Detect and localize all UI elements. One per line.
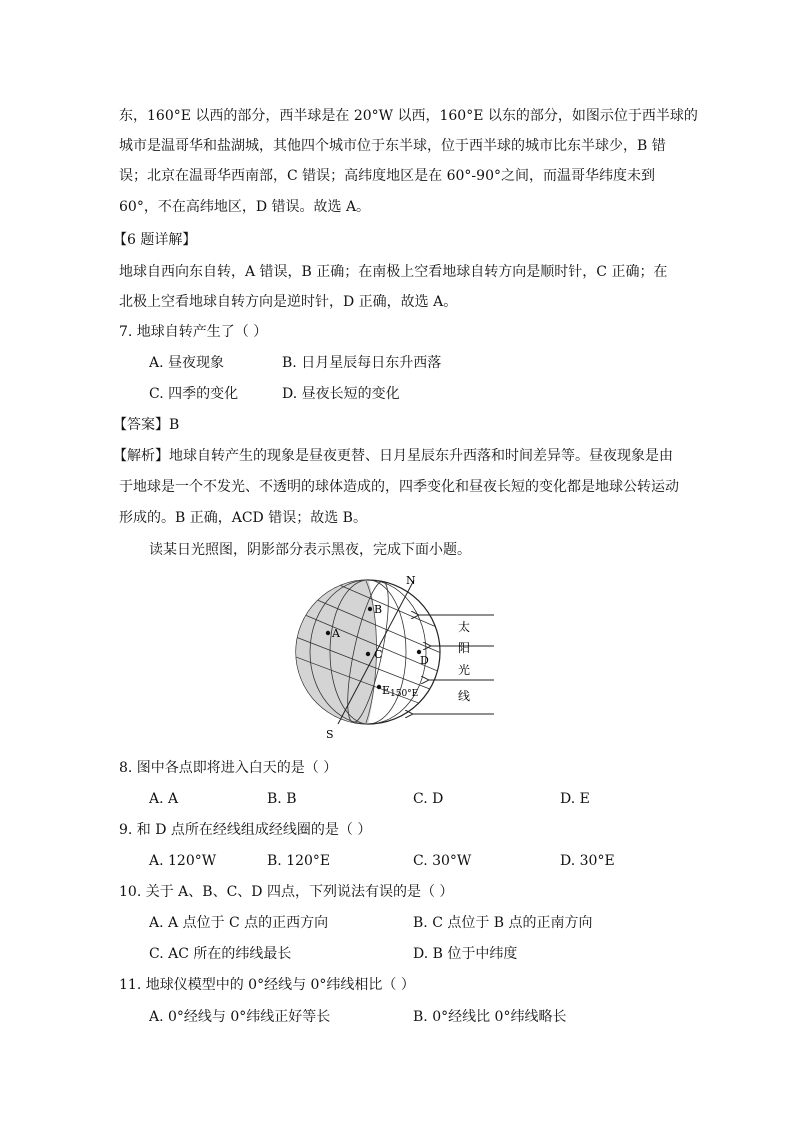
explanation-line: 误；北京在温哥华西南部，C 错误；高纬度地区是在 60°-90°之间，而温哥华纬度未到 bbox=[119, 168, 655, 184]
q7-analysis-line: 于地球是一个不发光、不透明的球体造成的，四季变化和昼夜长短的变化都是地球公转运动 bbox=[119, 479, 679, 495]
q7-option-d: D. 昼夜长短的变化 bbox=[282, 386, 400, 402]
q10-option-d: D. B 位于中纬度 bbox=[413, 946, 518, 962]
q8-option-d: D. E bbox=[560, 791, 590, 807]
q7-option-c: C. 四季的变化 bbox=[149, 386, 239, 402]
label-longitude: 150°E bbox=[390, 689, 419, 699]
q8-option-c: C. D bbox=[413, 791, 444, 807]
label-a: A bbox=[332, 627, 340, 640]
q11-stem: 11. 地球仪模型中的 0°经线与 0°纬线相比（ ） bbox=[119, 977, 415, 993]
label-c: C bbox=[374, 648, 383, 661]
sun-label-char: 线 bbox=[458, 689, 471, 703]
q7-analysis-line: 【解析】地球自转产生的现象是昼夜更替、日月星辰东升西落和时间差异等。昼夜现象是由 bbox=[113, 448, 673, 464]
q10-option-b: B. C 点位于 B 点的正南方向 bbox=[413, 915, 593, 931]
q7-option-b: B. 日月星辰每日东升西落 bbox=[282, 355, 442, 371]
q7-answer: 【答案】B bbox=[113, 417, 180, 433]
q6-detail-line: 北极上空看地球自转方向是逆时针，D 正确，故选 A。 bbox=[119, 294, 458, 310]
label-n: N bbox=[406, 574, 416, 587]
illumination-diagram bbox=[288, 572, 508, 742]
sun-label-char: 太 bbox=[458, 620, 471, 634]
sun-label-char: 阳 bbox=[458, 641, 471, 655]
q7-option-a: A. 昼夜现象 bbox=[149, 355, 225, 371]
label-e: E bbox=[382, 684, 391, 697]
q7-stem: 7. 地球自转产生了（ ） bbox=[119, 324, 268, 340]
intro-text: 读某日光照图，阴影部分表示黑夜，完成下面小题。 bbox=[149, 542, 471, 558]
explanation-line: 城市是温哥华和盐湖城，其他四个城市位于东半球，位于西半球的城市比东半球少，B 错 bbox=[119, 138, 666, 154]
q9-option-b: B. 120°E bbox=[267, 853, 331, 869]
q7-analysis-line: 形成的。B 正确，ACD 错误；故选 B。 bbox=[119, 510, 367, 526]
q9-option-a: A. 120°W bbox=[149, 853, 217, 869]
night-area bbox=[288, 572, 377, 732]
q6-detail-line: 地球自西向东自转，A 错误，B 正确；在南极上空看地球自转方向是顺时针，C 正确；在 bbox=[119, 264, 668, 280]
q9-option-c: C. 30°W bbox=[413, 853, 472, 869]
q10-stem: 10. 关于 A、B、C、D 四点，下列说法有误的是（ ） bbox=[119, 884, 454, 900]
explanation-line: 东，160°E 以西的部分，西半球是在 20°W 以西，160°E 以东的部分，如图示位于西半球的 bbox=[119, 108, 698, 124]
q8-option-b: B. B bbox=[267, 791, 297, 807]
label-d: D bbox=[420, 654, 429, 667]
explanation-line: 60°，不在高纬地区，D 错误。故选 A。 bbox=[119, 199, 371, 215]
q11-option-a: A. 0°经线与 0°纬线正好等长 bbox=[149, 1009, 331, 1025]
q11-option-b: B. 0°经线比 0°纬线略长 bbox=[413, 1009, 567, 1025]
q6-detail-heading: 【6 题详解】 bbox=[113, 232, 197, 248]
sun-label-char: 光 bbox=[458, 663, 471, 677]
q9-stem: 9. 和 D 点所在经线组成经线圈的是（ ） bbox=[119, 822, 372, 838]
q9-option-d: D. 30°E bbox=[560, 853, 615, 869]
q10-option-a: A. A 点位于 C 点的正西方向 bbox=[149, 915, 329, 931]
q10-option-c: C. AC 所在的纬线最长 bbox=[149, 946, 292, 962]
label-b: B bbox=[374, 603, 383, 616]
q8-stem: 8. 图中各点即将进入白天的是（ ） bbox=[119, 760, 338, 776]
q8-option-a: A. A bbox=[149, 791, 179, 807]
label-s: S bbox=[326, 728, 334, 741]
